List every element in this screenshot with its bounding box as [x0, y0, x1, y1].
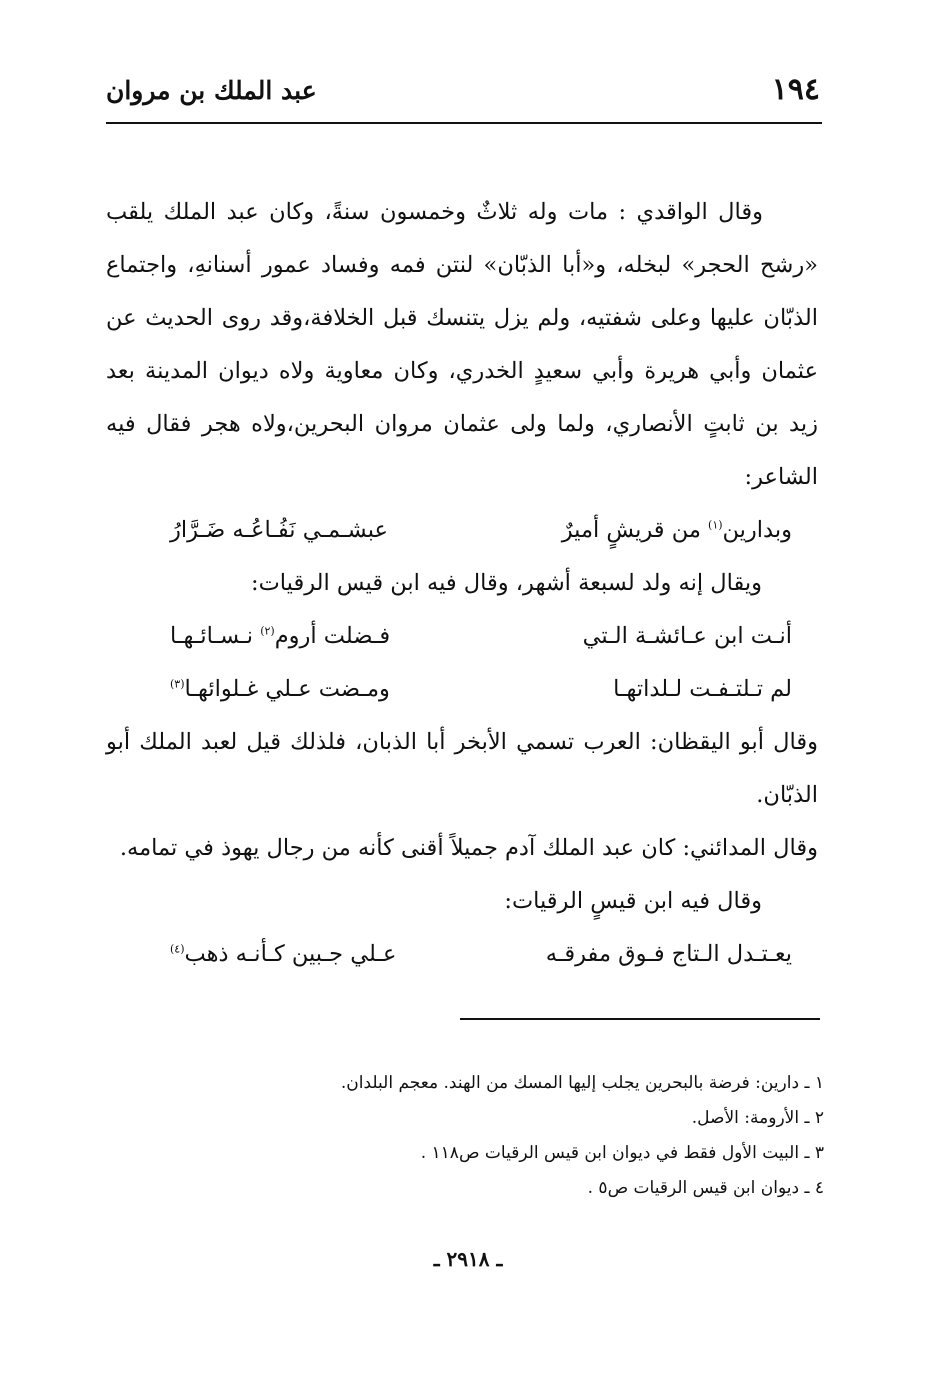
verse-2-first-hemistich: أنـت ابن عـائشـة الـتي — [582, 623, 792, 649]
verse-2-second-hemistich — [170, 610, 390, 663]
verse-line-4 — [106, 928, 818, 981]
verse-3-first-hemistich: لم تـلتـفـت لـلداتهـا — [613, 676, 792, 702]
page-number: ١٩٤ — [771, 72, 820, 107]
verse-4-first-hemistich: يعـتـدل الـتاج فـوق مفرقـه — [545, 941, 792, 967]
verse-1-second-hemistich: عبشـمـي نَفُـاعُـه ضَـرَّارُ — [170, 517, 388, 543]
footnote-marker-1: (١) — [708, 518, 723, 532]
paragraph-abu-yaqzan: وقال أبو اليقظان: العرب تسمي الأبخر أبا الذبان، فلذلك قيل لعبد الملك أبو الذبّان. — [106, 729, 818, 808]
folio-number: ـ ٢٩١٨ ـ — [433, 1247, 503, 1271]
verse-3-second-hemistich — [170, 663, 390, 716]
verse-line-1 — [106, 504, 818, 557]
page-header — [106, 70, 822, 124]
footnote-2: ٢ ـ الأرومة: الأصل. — [691, 1108, 824, 1128]
main-text — [106, 186, 818, 981]
verse-line-3 — [106, 663, 818, 716]
verse-2-text-b: نـسـائـهـا — [170, 623, 261, 649]
verse-1-first-hemistich — [562, 504, 792, 557]
verse-3-text: ومـضت عـلي غـلوائهـا — [184, 676, 390, 702]
footnote-3: ٣ ـ البيت الأول فقط في ديوان ابن قيس الرقيات ص١١٨ . — [420, 1143, 824, 1163]
running-title: عبد الملك بن مروان — [106, 76, 317, 105]
paragraph-waqidi: وقال الواقدي : مات وله ثلاثٌ وخمسون سنةً، وكان عبد الملك يلقب «رشح الحجر» لبخله، و«أبا الذبّان» لنتن فمه وفساد عمور أسنانهِ، واجتماع الذبّان عليها وعلى شفتيه، ولم يزل يتنسك قبل الخلافة،وقد روى الحديث عن عثمان وأبي هريرة وأبي سعيدٍ الخدري، وكان معاوية ولاه ديوان المدينة بعد زيد بن ثابتٍ الأنصاري، ولما ولى عثمان مروان البحرين،ولاه هجر فقال فيه الشاعر: — [106, 199, 818, 490]
verse-1-text-a: وبدارين — [722, 517, 792, 543]
footnote-1: ١ ـ دارين: فرضة بالبحرين يجلب إليها المسك من الهند. معجم البلدان. — [340, 1073, 824, 1093]
footnotes — [184, 1066, 824, 1206]
verse-2-text-a: فـضلت أروم — [274, 623, 391, 649]
paragraph-madaini: وقال المدائني: كان عبد الملك آدم جميلاً أقنى كأنه من رجال يهوذ في تمامه. — [119, 835, 818, 861]
verse-4-second-hemistich — [170, 928, 396, 981]
footnote-4: ٤ ـ ديوان ابن قيس الرقيات ص٥ . — [587, 1178, 824, 1198]
paragraph-ibn-qays: وقال فيه ابن قيسٍ الرقيات: — [504, 888, 762, 914]
paragraph-birth: ويقال إنه ولد لسبعة أشهر، وقال فيه ابن قيس الرقيات: — [251, 570, 762, 596]
verse-4-text: عـلي جـبين كـأنـه ذهب — [184, 941, 397, 967]
footnote-marker-2: (٢) — [260, 624, 275, 638]
footnote-marker-3: (٣) — [170, 677, 185, 691]
verse-line-2 — [106, 610, 818, 663]
footnote-marker-4: (٤) — [170, 942, 185, 956]
verse-1-text-b: من قريشٍ أميرٌ — [561, 517, 709, 543]
footnote-divider — [460, 1018, 820, 1020]
